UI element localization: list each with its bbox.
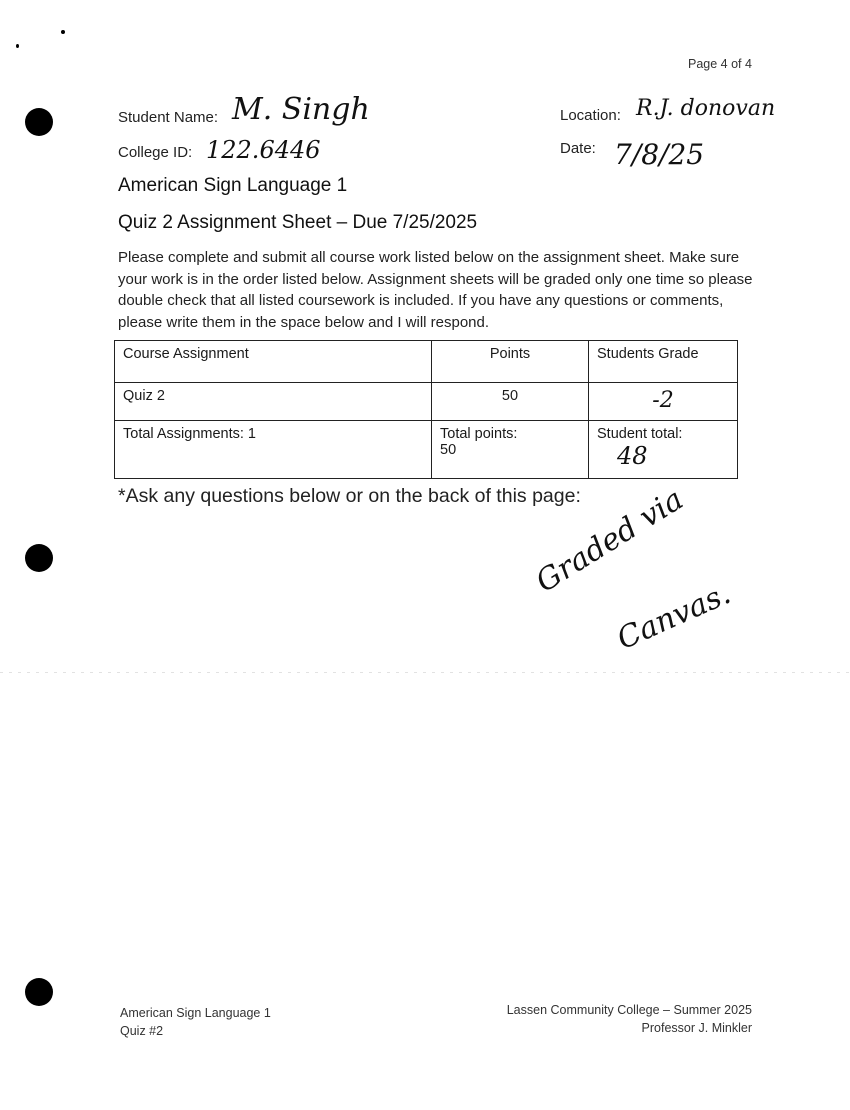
date-value: 7/8/25 [614, 138, 705, 171]
cell-assignment: Quiz 2 [115, 383, 432, 421]
header-points [432, 341, 589, 383]
table-row [115, 421, 738, 479]
college-id-label: College ID: [118, 144, 193, 161]
handwritten-note-line1: Graded via [530, 481, 690, 600]
table-header-row [115, 341, 738, 383]
footer-right [440, 1001, 752, 1037]
cell-student-total [589, 421, 738, 479]
cell-points-value: 50 [501, 388, 519, 404]
footer-quiz: Quiz #2 [120, 1024, 164, 1038]
location-value: R.J. donovan [636, 96, 776, 121]
scan-artifact-line [0, 672, 850, 673]
course-title: American Sign Language 1 [118, 175, 348, 196]
student-name-value: M. Singh [232, 92, 370, 127]
header-points-label: Points [489, 346, 531, 362]
footer-course: American Sign Language 1 [120, 1006, 271, 1020]
sheet-title: Quiz 2 Assignment Sheet – Due 7/25/2025 [118, 212, 478, 233]
header-course-assignment: Course Assignment [115, 341, 432, 383]
assignment-table [114, 340, 738, 479]
handwritten-note-line2: Canvas. [612, 576, 736, 657]
date-label: Date: [560, 140, 596, 157]
scan-speck [61, 30, 65, 34]
cell-total-points [432, 421, 589, 479]
questions-prompt: *Ask any questions below or on the back of this page: [118, 485, 581, 507]
footer-college: Lassen Community College – Summer 2025 [506, 1003, 752, 1017]
total-points-value: 50 [440, 442, 457, 458]
scan-speck [16, 44, 19, 48]
location-label: Location: [560, 107, 621, 124]
total-points-label: Total points: [440, 426, 518, 442]
instructions-paragraph: Please complete and submit all course work listed below on the assignment sheet. Make sure your work is in the order listed below. Assignment sheets will be graded only one time so please double check that all listed coursework is included. If you have any questions or comments, please write them in the space below and I will respond. [118, 249, 753, 331]
college-id-value: 122.6446 [206, 136, 321, 164]
header-students-grade: Students Grade [589, 341, 738, 383]
cell-points [432, 383, 589, 421]
student-total-label: Student total: [597, 426, 683, 442]
student-name-label: Student Name: [118, 109, 219, 126]
cell-total-assignments: Total Assignments: 1 [115, 421, 432, 479]
cell-grade-handwritten: -2 [652, 388, 674, 413]
student-total-handwritten: 48 [617, 442, 648, 470]
page-number: Page 4 of 4 [688, 57, 752, 71]
punch-hole-top [25, 108, 53, 136]
table-row [115, 383, 738, 421]
punch-hole-middle [25, 544, 53, 572]
cell-grade [589, 383, 738, 421]
footer-professor: Professor J. Minkler [641, 1021, 752, 1035]
footer-left [120, 1004, 271, 1040]
punch-hole-bottom [25, 978, 53, 1006]
